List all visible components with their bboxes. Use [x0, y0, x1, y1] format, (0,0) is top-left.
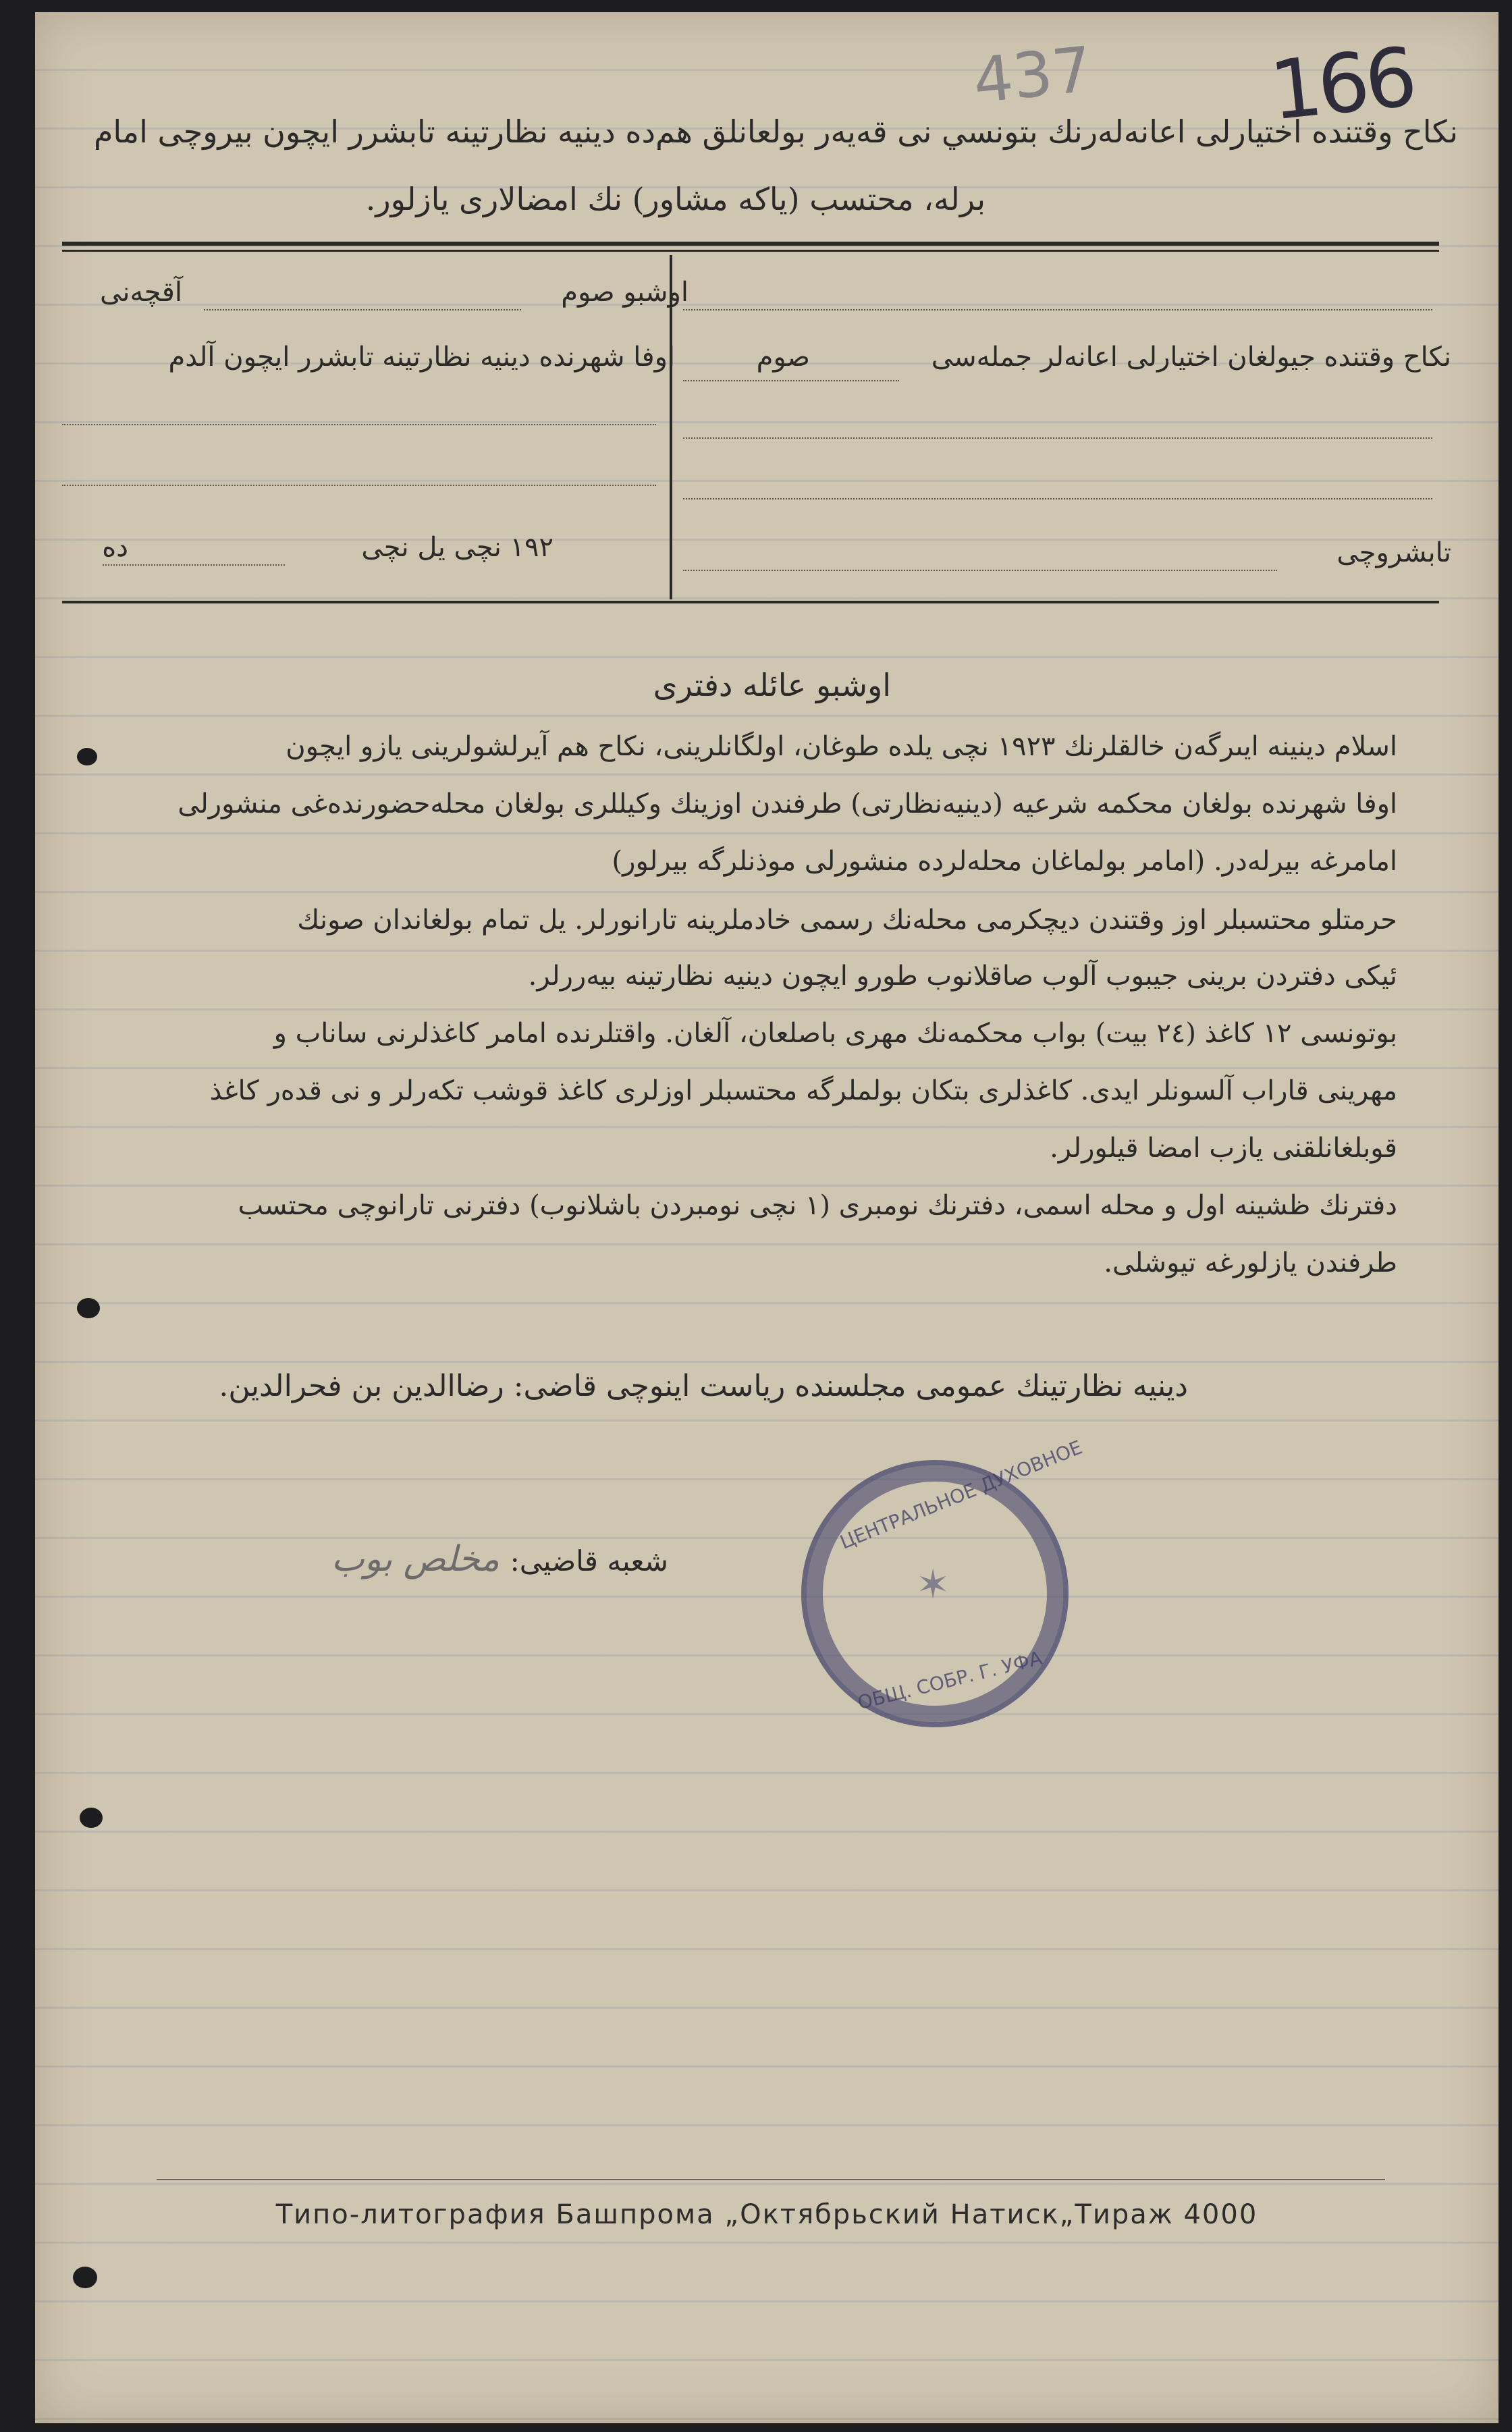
- receipt-left-line2: اوفا شهرنده دينيه نظارتينه تابشرر ايچون آلدم: [168, 342, 675, 373]
- body-line-6: بوتونسى ١٢ كاغذ (٢٤ بيت) بواب محكمەنك مهرى باصلعان، آلغان. واقتلرنده امامر كاغذلرنى ساناب و: [273, 1018, 1397, 1049]
- chair-signature-line: دينيه نظارتينك عمومى مجلسنده رياست اينوچى قاضى: رضاالدين بن فحرالدين.: [219, 1369, 1188, 1403]
- binding-hole: [80, 1808, 103, 1828]
- binding-hole: [77, 748, 97, 765]
- receipt-left-line1: اوشبو صوم: [561, 277, 688, 308]
- body-line-8: قوبلغانلقنى يازب امضا قيلورلر.: [1050, 1133, 1397, 1164]
- branch-judge-label: شعبه قاضيى:: [510, 1544, 668, 1577]
- receipt-left-line1-suffix: آقچەنى: [100, 277, 182, 308]
- receipt-right-blank1: [683, 380, 899, 381]
- stamp-star-icon: ✶: [916, 1561, 950, 1609]
- stamp-text-top: ЦЕНТРАЛЬНОЕ ДУХОВНОЕ: [836, 1436, 1085, 1554]
- body-line-5: ئيكى دفتردن برينى جيبوب آلوب صاقلانوب طورو ايچون دينيه نظارتينه بيەررلر.: [528, 961, 1397, 992]
- body-line-10: طرفندن يازلورغه تيوشلى.: [1104, 1247, 1397, 1278]
- receipt-left-blank1: [204, 309, 521, 310]
- header-rule-top: [62, 242, 1439, 246]
- receipt-left-blank3: [62, 485, 656, 486]
- receipt-left-date-suffix: ده: [102, 532, 128, 563]
- body-line-9: دفترنك ظشينه اول و محله اسمى، دفترنك نومبرى (١ نچى نومبردن باشلانوب) دفترنى تارانوچى محتسب: [238, 1190, 1397, 1221]
- binding-hole: [77, 1298, 100, 1318]
- archive-number: 166: [1266, 30, 1418, 139]
- body-heading: اوشبو عائله دفترى: [653, 667, 891, 703]
- body-line-1: اسلام دينينه ايىرگەن خالقلرنك ١٩٢٣ نچى يلده طوغان، اولگانلرينى، نكاح هم آيرلشولرينى يازو ايچون: [286, 731, 1397, 762]
- receipt-left-blank2: [62, 424, 656, 425]
- body-line-4: حرمتلو محتسبلر اوز وقتندن ديچكرمى محلەنك رسمى خادملرينه تارانورلر. يل تمام بولغاندان صونك: [297, 904, 1397, 936]
- archive-old-number: 437: [969, 33, 1096, 117]
- receipt-right-blank2: [683, 437, 1432, 439]
- branch-judge-signature: مخلص بوب: [331, 1539, 500, 1579]
- stamp-text-bottom: ОБЩ. СОБР. Г. УФА: [855, 1646, 1045, 1714]
- receipt-right-blank4: [683, 570, 1277, 571]
- receipt-right-blank3: [683, 498, 1432, 499]
- receipt-left-date: ۱۹۲ نچى يل نچى: [361, 532, 554, 563]
- document-page: [35, 12, 1498, 2423]
- receipt-bottom-rule: [62, 601, 1439, 603]
- header-title-line2: برله، محتسب (ياكه مشاور) نك امضالارى يازلور.: [365, 181, 986, 217]
- header-rule-bottom: [62, 250, 1439, 252]
- body-line-7: مهرينى قاراب آلسونلر ايدى. كاغذلرى بتكان بولملرگه محتسبلر اوزلرى كاغذ قوشب تكەرلر و نى قدەر كاغذ: [209, 1075, 1397, 1106]
- body-line-2: اوفا شهرنده بولغان محكمه شرعيه (دينيه‌نظارتى) طرفندن اوزينك وكيللرى بولغان محله‌حضورنده‌غى منشورلى: [178, 788, 1397, 819]
- binding-hole: [73, 2267, 97, 2288]
- receipt-right-blank0: [683, 309, 1432, 310]
- header-title-line1: نكاح وقتنده اختيارلى اعانەلەرنك بتونسي نى قەيەر بولعانلق هم‌دە دينيه نظارتينه تابشرر ايچون بيروچى امام: [93, 113, 1458, 150]
- printer-line: Типо-литография Башпрома „Октябрьский Натиск„Тираж 4000: [275, 2199, 1258, 2230]
- body-line-3: امامرغه بيرلەدر. (امامر بولماغان محلەلرده منشورلى موذنلرگه بيرلور): [612, 846, 1397, 877]
- footer-rule: [157, 2179, 1385, 2180]
- receipt-right-line2: تابشروچى: [1336, 537, 1451, 568]
- receipt-left-date-blank: [103, 564, 285, 566]
- receipt-right-line1: نكاح وقتنده جيولغان اختيارلى اعانەلر جملەسى: [931, 342, 1451, 373]
- receipt-right-line1-suffix: صوم: [756, 342, 810, 373]
